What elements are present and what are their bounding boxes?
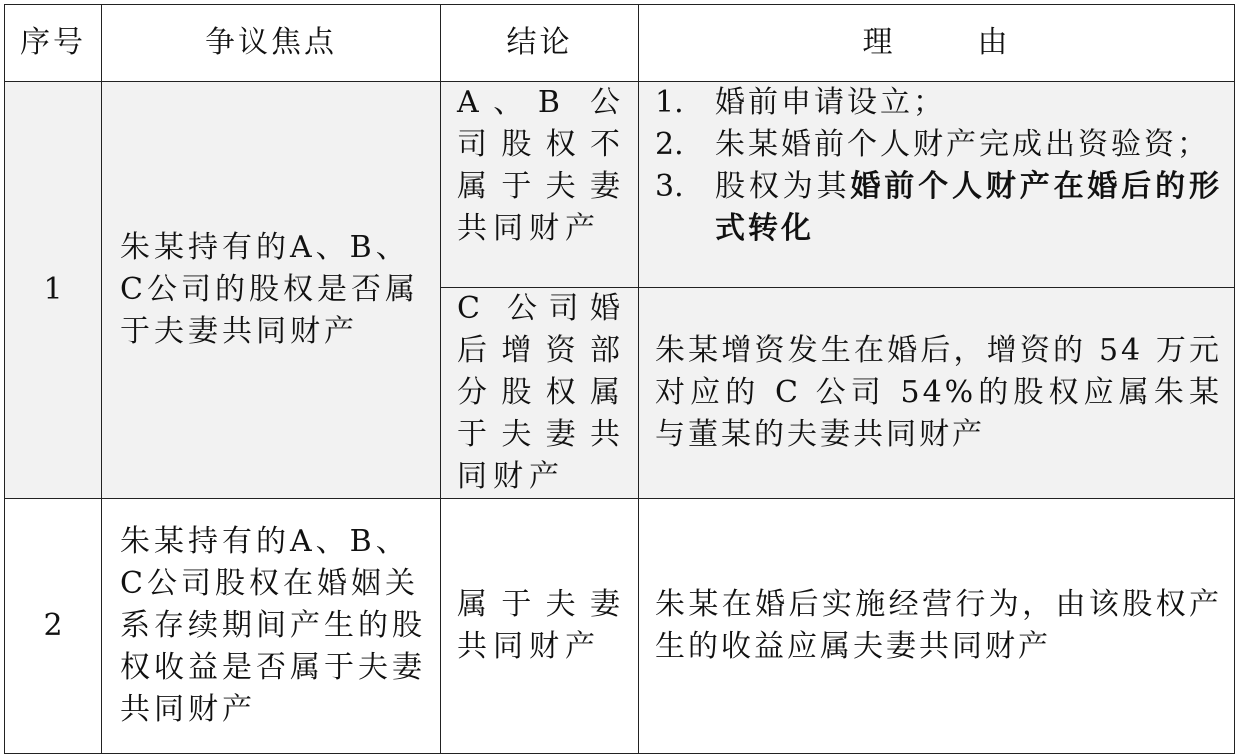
dispute-table: [4, 4, 1235, 754]
table-header-row: [5, 5, 1235, 82]
row-conclusion: A、B 公司股权不属于夫妻共同财产: [441, 82, 639, 288]
reason-item: [655, 82, 1222, 124]
reason-marker: 3.: [655, 169, 684, 204]
row-reason: 朱某增资发生在婚后，增资的 54 万元对应的 C 公司 54%的股权应属朱某与董某的夫妻共同财产: [639, 288, 1235, 499]
row-reason: 朱某在婚后实施经营行为，由该股权产生的收益应属夫妻共同财产: [639, 499, 1235, 754]
table-row: [5, 499, 1235, 754]
reason-list: [655, 82, 1222, 250]
reason-text-bold: 婚前个人财产在婚后的形式转化: [715, 169, 1223, 246]
row-conclusion: 属于夫妻共同财产: [441, 499, 639, 754]
table-row: [5, 82, 1235, 288]
header-reason: [639, 5, 1235, 82]
row-reason-list-cell: [639, 82, 1235, 288]
row-conclusion: C 公司婚后增资部分股权属于夫妻共同财产: [441, 288, 639, 499]
reason-marker: 2.: [655, 127, 684, 162]
row-index: 1: [5, 82, 102, 499]
reason-text: 婚前申请设立；: [715, 85, 946, 120]
reason-text: 朱某婚前个人财产完成出资验资；: [715, 127, 1210, 162]
row-issue: 朱某持有的A、B、C公司的股权是否属于夫妻共同财产: [102, 82, 441, 499]
header-reason-right: 由: [977, 25, 1011, 60]
reason-item: [655, 166, 1222, 250]
header-conclusion: 结论: [441, 5, 639, 82]
header-index: 序号: [5, 5, 102, 82]
header-issue: 争议焦点: [102, 5, 441, 82]
reason-marker: 1.: [655, 85, 684, 120]
row-issue: 朱某持有的A、B、C公司股权在婚姻关系存续期间产生的股权收益是否属于夫妻共同财产: [102, 499, 441, 754]
header-reason-left: 理: [862, 25, 896, 60]
reason-text-plain: 股权为其: [715, 169, 851, 204]
row-index: 2: [5, 499, 102, 754]
reason-item: [655, 124, 1222, 166]
